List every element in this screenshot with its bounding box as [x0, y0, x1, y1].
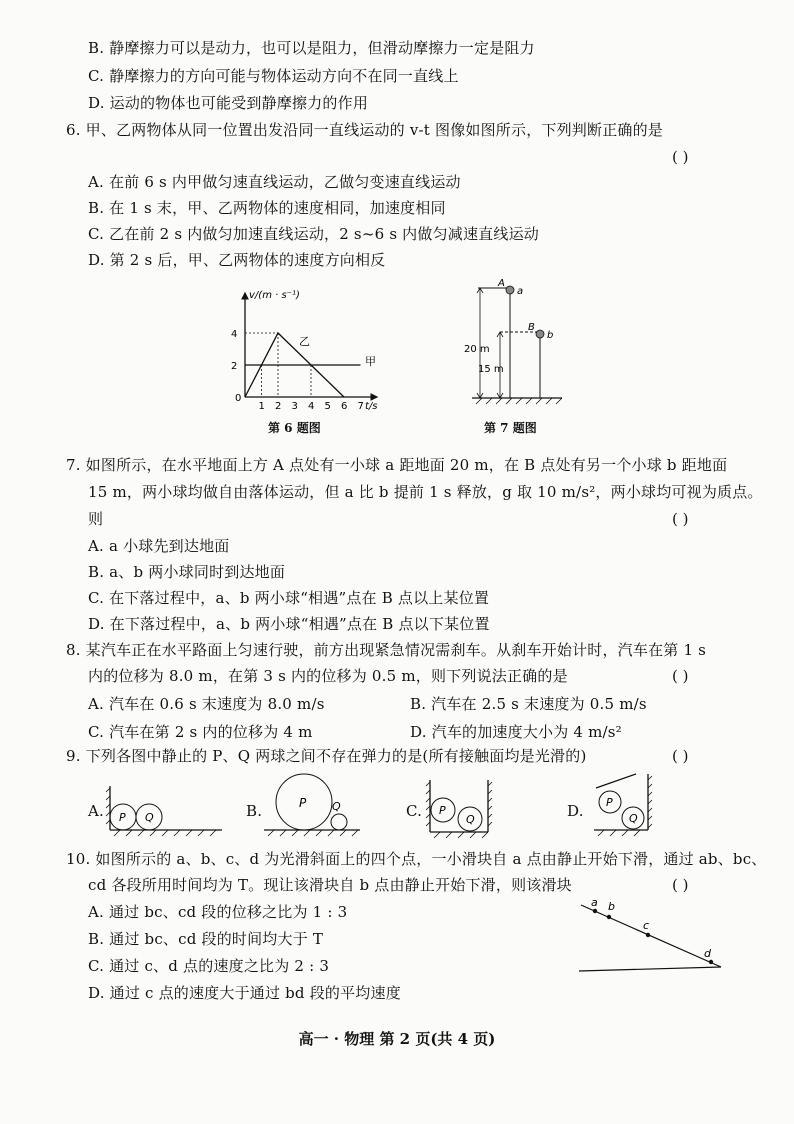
q10-option-d: D. 通过 c 点的速度大于通过 bd 段的平均速度: [88, 984, 401, 1002]
q9a-P: P: [119, 811, 126, 824]
fig6-y-label: v/(m · s⁻¹): [249, 290, 300, 301]
q5-option-d: D. 运动的物体也可能受到静摩擦力的作用: [88, 94, 369, 112]
fig6-label-jia: 甲: [365, 355, 376, 368]
fig7-dim-20m-label: 20 m: [464, 344, 490, 355]
q9c-Q: Q: [466, 813, 475, 826]
fig6-label-yi: 乙: [299, 335, 310, 348]
fig7-ball-b: [536, 330, 544, 338]
q9-stem: 9. 下列各图中静止的 P、Q 两球之间不存在弹力的是(所有接触面均是光滑的): [66, 747, 587, 765]
fig7-label-a: a: [517, 286, 524, 297]
fig6-caption: 第 6 题图: [268, 421, 321, 435]
q10-option-b: B. 通过 bc、cd 段的时间均大于 T: [88, 930, 324, 948]
q5-option-b: B. 静摩擦力可以是动力，也可以是阻力，但滑动摩擦力一定是阻力: [88, 39, 535, 57]
q10-ground: [579, 967, 721, 971]
q8-option-b: B. 汽车在 2.5 s 末速度为 0.5 m/s: [410, 695, 647, 713]
q6-answer-paren: ( ): [672, 148, 689, 166]
q9b-P: P: [299, 796, 307, 810]
q6-option-d: D. 第 2 s 后，甲、乙两物体的速度方向相反: [88, 251, 386, 269]
q8-stem-line1: 8. 某汽车正在水平路面上匀速行驶，前方出现紧急情况需刹车。从刹车开始计时，汽车在第 1 s: [66, 641, 707, 659]
q7-option-d: D. 在下落过程中，a、b 两小球“相遇”点在 B 点以下某位置: [88, 615, 490, 633]
q7-option-c: C. 在下落过程中，a、b 两小球“相遇”点在 B 点以上某位置: [88, 589, 490, 607]
q9b-Q: Q: [332, 800, 341, 813]
q9-figure-a: [106, 782, 226, 840]
q5-option-c: C. 静摩擦力的方向可能与物体运动方向不在同一直线上: [88, 67, 459, 85]
fig7-caption: 第 7 题图: [484, 421, 537, 435]
fig7-label-B: B: [528, 322, 535, 333]
q9-figure-c: [424, 778, 504, 838]
q10-point-a: a: [591, 896, 598, 909]
q8-option-a: A. 汽车在 0.6 s 末速度为 8.0 m/s: [88, 695, 325, 713]
q6-option-a: A. 在前 6 s 内甲做匀速直线运动，乙做匀变速直线运动: [88, 173, 461, 191]
q8-stem-line2: 内的位移为 8.0 m，在第 3 s 内的位移为 0.5 m，则下列说法正确的是: [88, 667, 568, 685]
fig6-x-tick: 3: [291, 401, 298, 412]
q8-answer-paren: ( ): [672, 667, 689, 685]
q9a-Q: Q: [145, 811, 154, 824]
q10-stem-line2: cd 各段所用时间均为 T。现让该滑块自 b 点由静止开始下滑，则该滑块: [88, 876, 572, 894]
q6-option-b: B. 在 1 s 末，甲、乙两物体的速度相同，加速度相同: [88, 199, 446, 217]
q7-option-b: B. a、b 两小球同时到达地面: [88, 563, 286, 581]
q10-point-c: c: [643, 919, 650, 932]
q7-option-a: A. a 小球先到达地面: [88, 537, 230, 555]
q10-option-a: A. 通过 bc、cd 段的位移之比为 1 : 3: [88, 903, 348, 921]
fig7-label-b: b: [547, 330, 554, 341]
q10-point-d: d: [704, 947, 711, 960]
fig6-x-tick: 4: [308, 401, 315, 412]
q9-answer-paren: ( ): [672, 747, 689, 765]
q7-stem-line3: 则: [88, 510, 104, 528]
fig6-y-tick: 4: [231, 329, 238, 340]
fig6-x-tick: 7: [357, 401, 364, 412]
q8-option-d: D. 汽车的加速度大小为 4 m/s²: [410, 723, 622, 741]
page-footer: 高一 · 物理 第 2 页(共 4 页): [298, 1030, 496, 1048]
q10-incline-figure: [575, 895, 725, 975]
q7-answer-paren: ( ): [672, 510, 689, 528]
fig6-x-label: t/s: [365, 401, 378, 412]
q9-label-b: B.: [246, 802, 263, 820]
fig7-label-A: A: [498, 278, 505, 289]
q9-figure-b: [262, 770, 372, 840]
q7-stem-line1: 7. 如图所示，在水平地面上方 A 点处有一小球 a 距地面 20 m，在 B 点处有另一个小球 b 距地面: [66, 456, 728, 474]
fig6-origin: 0: [235, 393, 242, 404]
q10-answer-paren: ( ): [672, 876, 689, 894]
q6-option-c: C. 乙在前 2 s 内做匀加速直线运动，2 s~6 s 内做匀减速直线运动: [88, 225, 539, 243]
q10-option-c: C. 通过 c、d 点的速度之比为 2 : 3: [88, 957, 330, 975]
fig6-vt-graph: [225, 285, 385, 413]
q7-stem-line2: 15 m，两小球均做自由落体运动，但 a 比 b 提前 1 s 释放，g 取 10 m/s²，两小球均可视为质点。: [88, 483, 763, 501]
q10-stem-line1: 10. 如图所示的 a、b、c、d 为光滑斜面上的四个点，一小滑块自 a 点由静止开始下滑，通过 ab、bc、: [66, 850, 767, 868]
fig6-x-tick: 5: [324, 401, 331, 412]
q9-figure-d: [586, 772, 656, 838]
q9d-Q: Q: [629, 812, 638, 825]
fig7-diagram: [464, 278, 570, 410]
q9-label-d: D.: [567, 802, 584, 820]
q10-incline: [581, 905, 721, 967]
q10-point-b: b: [608, 900, 615, 913]
fig7-dim-15m-label: 15 m: [478, 364, 504, 375]
q6-stem: 6. 甲、乙两物体从同一位置出发沿同一直线运动的 v-t 图像如图所示，下列判断正确的是: [66, 121, 663, 139]
fig6-x-tick: 2: [275, 401, 282, 412]
q9-label-a: A.: [88, 802, 105, 820]
fig7-ball-a: [506, 286, 514, 294]
fig6-y-tick: 2: [231, 361, 238, 372]
q9-label-c: C.: [406, 802, 423, 820]
fig6-x-tick: 1: [258, 401, 265, 412]
q8-option-c: C. 汽车在第 2 s 内的位移为 4 m: [88, 723, 313, 741]
fig6-x-tick: 6: [341, 401, 348, 412]
q9c-P: P: [439, 804, 446, 817]
q9d-P: P: [606, 796, 613, 809]
